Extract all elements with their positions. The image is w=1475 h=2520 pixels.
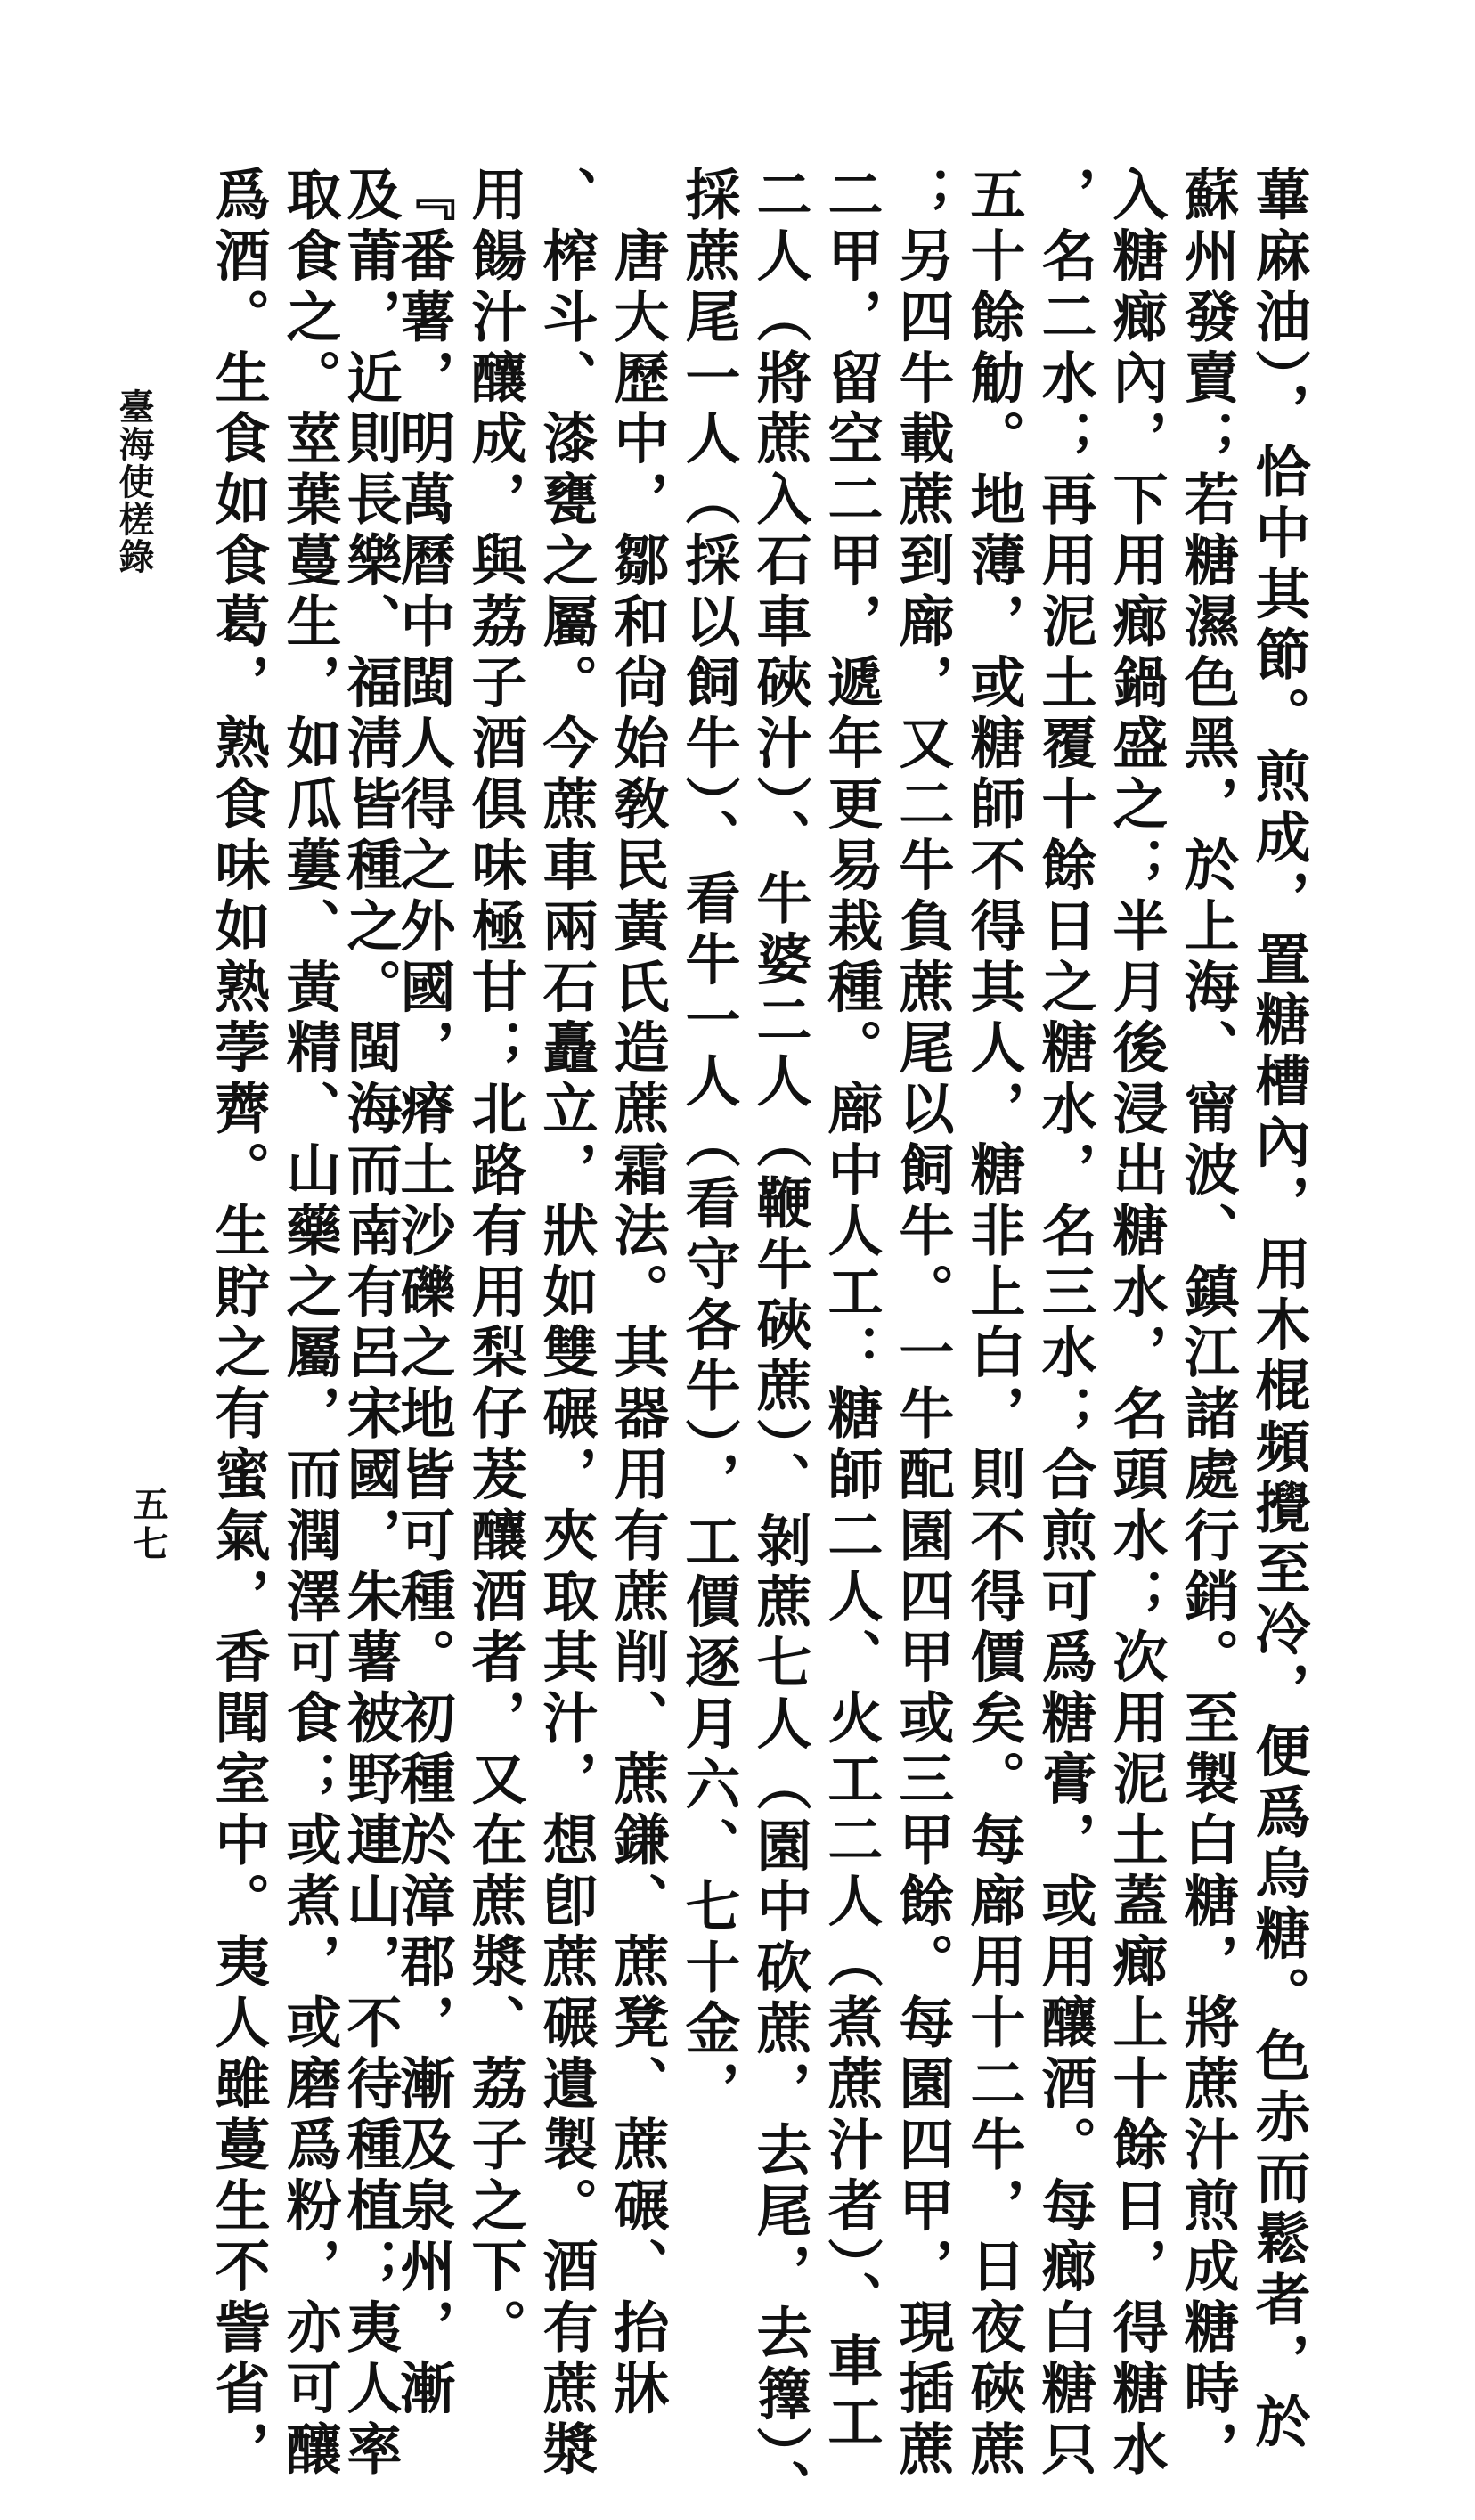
text-column-8: 二人（將蔗入石車硤汁）、牛婆二人（鞭牛硤蔗）、剝蔗七人（園中砍蔗，去尾，去籜）、: [747, 166, 812, 2520]
text-column-9: 採蔗尾一人（採以飼牛）、看牛一人（看守各牛），工價逐月六、七十金，: [676, 166, 741, 2122]
text-column-6: ；另四牛載蔗到廍，又二牛負蔗尾以飼牛。一牛配園四甲或三甲餘。每園四甲，現插蔗: [890, 166, 955, 2482]
text-column-5: 五十餘觔。地薄，或糖師不得其人，糖非上白，則不得價矣。每廍用十二牛，日夜硤蔗: [961, 166, 1026, 2482]
text-column-1: 蓽麻油），恰中其節。煎成，置糖槽內，用木棍頻攪至冷，便爲烏糖。色赤而鬆者，於: [1246, 166, 1311, 2454]
page-number: 五七: [127, 1486, 169, 1564]
text-column-3: 入糖㾿內，下用㾿鍋盛之；半月後浸出糖水，名頭水；次用泥土蓋㾿上十餘日，得糖水: [1104, 166, 1169, 2482]
text-column-10: 唐大歷中，鄒和尙始敎民黃氏造蔗霜法。其器用有蔗削、蔗鎌、蔗凳、蔗碾、抬牀: [605, 166, 670, 2420]
running-title: 臺海使槎錄: [113, 388, 155, 575]
text-column-14: 及莆，近則長樂、福淸皆種之。閩海而南有呂宋國，朱薯被野連山，不待種植；夷人率: [338, 166, 403, 2482]
text-column-4: ，名二水；再用泥土覆十餘日之糖水，名三水；合煎可爲糖膏，或用釀酒。每㾿白糖只: [1032, 166, 1097, 2482]
text-column-11: 、榨斗、漆甕之屬。今蔗車兩石矗立，狀如雙碾，夾取其汁，想卽蔗碾遺製。酒有蔗漿: [534, 166, 599, 2482]
text-column-2: 蘇州發賣；若糖濕色黑，於上海、甯波、鎮江諸處行銷。至製白糖，將蔗汁煎成糖時，: [1175, 166, 1240, 2482]
text-column-16: 爲酒。生食如食葛，熟食味如熟荸薺。生貯之有蜜氣，香聞室中。夷人雖蔓生不訾省，: [206, 166, 271, 2482]
text-column-12: 用餳汁釀成，與荔子酒俱味極甘；北路有用梨仔茇釀酒者，又在蔗漿、荔子之下。: [462, 166, 527, 2360]
text-column-13: 『番薯，明萬曆中閩人得之外國，瘠土沙礫之地皆可種。初種於漳郡，漸及泉州，漸: [391, 166, 456, 2420]
text-column-15: 取食之。莖葉蔓生，如瓜蔞、黃精、山藥之屬，而潤澤可食；或煮，或磨爲粉，亦可釀: [277, 166, 342, 2482]
text-column-7: 二甲，留空二甲，遞年更易栽種。廍中人工：糖師二人、火工二人（煮蔗汁者）、車工: [819, 166, 884, 2454]
